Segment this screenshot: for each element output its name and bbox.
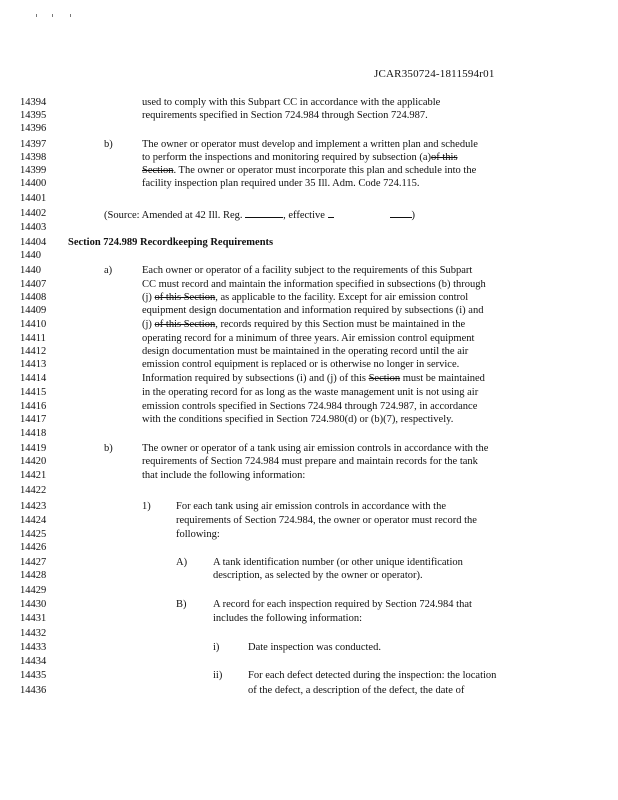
body-line: emission controls specified in Sections 724.984 through 724.987, in accordance [142, 401, 478, 412]
line-number: 14416 [20, 401, 47, 412]
section-heading: Section 724.989 Recordkeeping Requirements [68, 237, 274, 248]
subsection-label: b) [104, 443, 113, 454]
blank-line [245, 207, 283, 218]
line-number: 14435 [20, 670, 47, 681]
line-number: 14415 [20, 387, 47, 398]
document-id: JCAR350724-1811594r01 [374, 68, 495, 80]
line-number: 14426 [20, 542, 47, 553]
line-number: 14394 [20, 97, 47, 108]
line-number: 14427 [20, 557, 47, 568]
subsection-label: a) [104, 265, 113, 276]
line-number: 14433 [20, 642, 47, 653]
line-number: 14432 [20, 628, 47, 639]
body-line: with the conditions specified in Section 724.980(d) or (b)(7), respectively. [142, 414, 454, 425]
body-line: Information required by subsections (i) and (j) of this Section must be maintained [142, 373, 485, 384]
body-line: that include the following information: [142, 470, 306, 481]
line-number: 14408 [20, 292, 47, 303]
line-number: 14409 [20, 305, 47, 316]
body-line: following: [176, 529, 220, 540]
struck-text: of this Section [154, 292, 216, 303]
body-line: used to comply with this Subpart CC in accordance with the applicable [142, 97, 441, 108]
body-line: For each defect detected during the inspection: the location [248, 670, 497, 681]
body-line: equipment design documentation and information required by subsections (i) and [142, 305, 484, 316]
scan-mark [52, 14, 53, 17]
body-line: emission control equipment is replaced or is otherwise no longer in service. [142, 359, 460, 370]
line-number: 14420 [20, 456, 47, 467]
body-line: Section. The owner or operator must incorporate this plan and schedule into the [142, 165, 477, 176]
subsection-label: ii) [213, 670, 223, 681]
body-line: For each tank using air emission controls in accordance with the [176, 501, 447, 512]
line-number: 14428 [20, 570, 47, 581]
line-number: 14414 [20, 373, 47, 384]
body-line: Date inspection was conducted. [248, 642, 381, 653]
line-number: 14399 [20, 165, 47, 176]
body-line: facility inspection plan required under 35 Ill. Adm. Code 724.115. [142, 178, 420, 189]
body-line: design documentation must be maintained in the operating record until the air [142, 346, 469, 357]
struck-text: of this Section [154, 319, 216, 330]
line-number: 14417 [20, 414, 47, 425]
line-number: 14412 [20, 346, 47, 357]
body-line: A record for each inspection required by Section 724.984 that [213, 599, 472, 610]
body-line: operating record for a minimum of three years. Air emission control equipment [142, 333, 475, 344]
blank-line [328, 207, 334, 218]
body-line: includes the following information: [213, 613, 363, 624]
body-line: (j) of this Section, records required by this Section must be maintained in the [142, 319, 466, 330]
body-line: requirements specified in Section 724.984 through Section 724.987. [142, 110, 428, 121]
subsection-label: B) [176, 599, 187, 610]
line-number: 14411 [20, 333, 46, 344]
line-number: 14419 [20, 443, 47, 454]
line-number: 14434 [20, 656, 47, 667]
body-line: A tank identification number (or other unique identification [213, 557, 463, 568]
line-number: 1440 [20, 265, 41, 276]
body-line: The owner or operator must develop and implement a written plan and schedule [142, 139, 478, 150]
line-number: 14423 [20, 501, 47, 512]
line-number: 14407 [20, 279, 47, 290]
line-number: 14401 [20, 193, 47, 204]
line-number: 14431 [20, 613, 47, 624]
subsection-label: b) [104, 139, 113, 150]
line-number: 1440 [20, 250, 41, 261]
body-line: requirements of Section 724.984, the owner or operator must record the [176, 515, 477, 526]
line-number: 14404 [20, 237, 47, 248]
subsection-label: i) [213, 642, 220, 653]
line-number: 14398 [20, 152, 47, 163]
line-number: 14436 [20, 685, 47, 696]
body-line: Each owner or operator of a facility subject to the requirements of this Subpart [142, 265, 473, 276]
body-line: CC must record and maintain the information specified in subsections (b) through [142, 279, 486, 290]
body-line: to perform the inspections and monitoring required by subsection (a)of this [142, 152, 458, 163]
body-line: in the operating record for as long as the waste management unit is not using air [142, 387, 479, 398]
line-number: 14410 [20, 319, 47, 330]
struck-text: Section [142, 165, 174, 176]
line-number: 14430 [20, 599, 47, 610]
scan-mark [36, 14, 37, 17]
line-number: 14422 [20, 485, 47, 496]
line-number: 14424 [20, 515, 47, 526]
body-line: description, as selected by the owner or operator). [213, 570, 423, 581]
line-number: 14429 [20, 585, 47, 596]
line-number: 14397 [20, 139, 47, 150]
line-number: 14395 [20, 110, 47, 121]
line-number: 14421 [20, 470, 47, 481]
struck-text: Section [368, 373, 401, 384]
struck-text: of this [430, 152, 458, 163]
body-line: requirements of Section 724.984 must prepare and maintain records for the tank [142, 456, 478, 467]
source-note: (Source: Amended at 42 Ill. Reg. , effective ) [104, 207, 415, 222]
line-number: 14402 [20, 208, 47, 219]
line-number: 14413 [20, 359, 47, 370]
line-number: 14425 [20, 529, 47, 540]
body-line: of the defect, a description of the defect, the date of [248, 685, 465, 696]
body-line: (j) of this Section, as applicable to the facility. Except for air emission control [142, 292, 469, 303]
subsection-label: 1) [142, 501, 151, 512]
line-number: 14403 [20, 222, 47, 233]
line-number: 14418 [20, 428, 47, 439]
subsection-label: A) [176, 557, 188, 568]
line-number: 14396 [20, 123, 47, 134]
blank-line [390, 207, 412, 218]
body-line: The owner or operator of a tank using air emission controls in accordance with the [142, 443, 489, 454]
scan-mark [70, 14, 71, 17]
line-number: 14400 [20, 178, 47, 189]
